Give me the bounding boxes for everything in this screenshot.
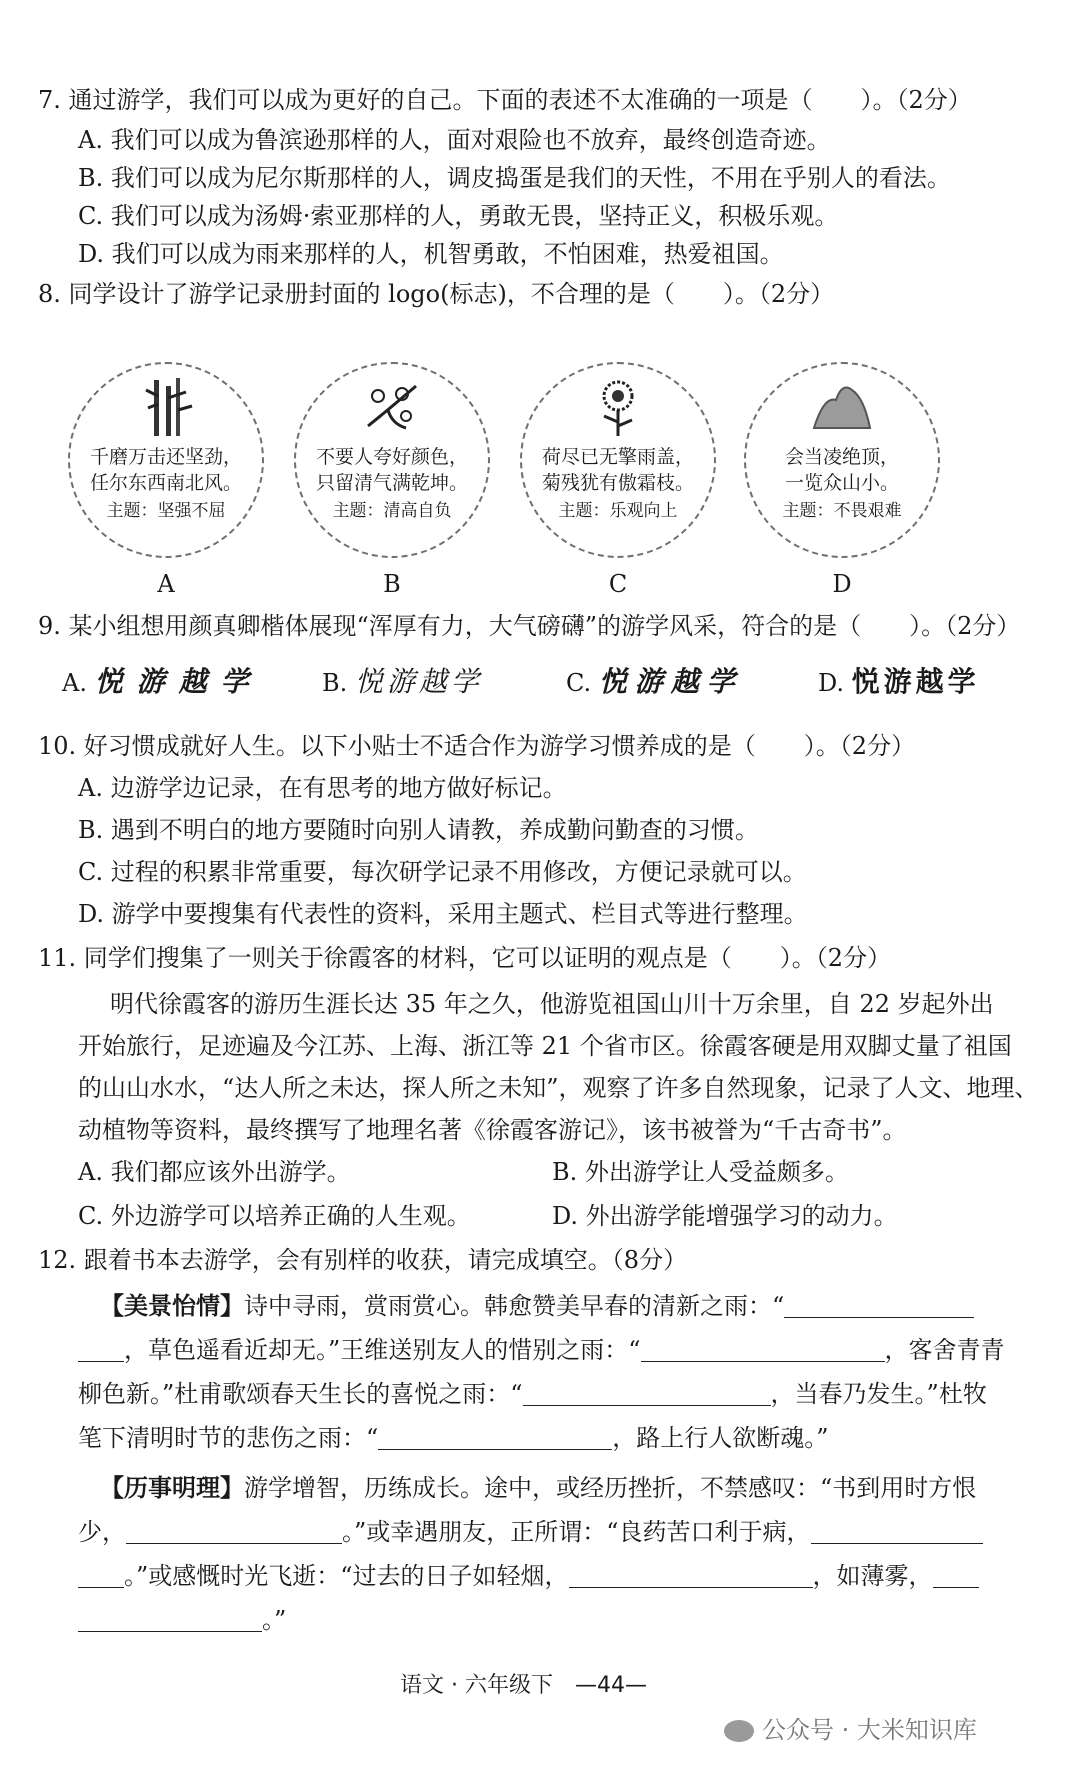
logo-b-line2: 只留清气满乾坤。	[315, 472, 468, 494]
q12-line-5	[100, 1472, 976, 1504]
q12-line-6-text: 。”或幸遇朋友，正所谓：“良药苦口利于病，	[342, 1518, 811, 1546]
logo-a-line1: 千磨万击还坚劲，	[89, 446, 242, 468]
watermark	[724, 1710, 977, 1745]
logo-c-theme: 主题：乐观向上	[558, 501, 678, 521]
q11-stem: 11. 同学们搜集了一则关于徐霞客的材料，它可以证明的观点是（ ）。（2分）	[38, 944, 892, 972]
q12-line-4	[78, 1422, 829, 1454]
blank-1[interactable]	[784, 1293, 974, 1318]
blank-7[interactable]	[569, 1563, 813, 1588]
logo-c-line2: 菊残犹有傲霜枝。	[541, 472, 694, 494]
q11-option-d: D. 外出游学能增强学习的动力。	[552, 1202, 898, 1230]
q9-option-b-calligraphy: 悦游越学	[354, 665, 483, 698]
q9-option-a-calligraphy: 悦游越学	[94, 665, 263, 698]
q12-line-2-tail: ，客舍青青	[884, 1336, 1005, 1364]
blank-6-cont[interactable]	[78, 1563, 124, 1588]
blank-1-cont[interactable]	[78, 1337, 124, 1362]
blank-8[interactable]	[933, 1563, 979, 1588]
logo-a	[68, 362, 264, 558]
q12-line-4-tail: ，路上行人欲断魂。”	[612, 1424, 829, 1452]
blank-6[interactable]	[811, 1519, 983, 1544]
blank-4[interactable]	[378, 1425, 612, 1450]
logo-b	[294, 362, 490, 558]
q12-line-6	[78, 1516, 983, 1548]
q12-line-1-text: 诗中寻雨，赏雨赏心。韩愈赞美早春的清新之雨：“	[244, 1292, 785, 1320]
logo-d-theme: 主题：不畏艰难	[782, 501, 902, 521]
q10-option-d: D. 游学中要搜集有代表性的资料，采用主题式、栏目式等进行整理。	[78, 900, 808, 928]
experience-tag: 【历事明理】	[100, 1473, 244, 1502]
q12-line-3	[78, 1378, 987, 1410]
q7-option-b: B. 我们可以成为尼尔斯那样的人，调皮捣蛋是我们的天性，不用在乎别人的看法。	[78, 164, 951, 192]
chrysanthemum-icon	[588, 376, 648, 438]
q12-line-3-text: 柳色新。”杜甫歌颂春天生长的喜悦之雨：“	[78, 1380, 523, 1408]
q12-line-4-text: 笔下清明时节的悲伤之雨：“	[78, 1424, 379, 1452]
blank-8-cont[interactable]	[78, 1607, 262, 1632]
q12-line-3-tail: ，当春乃发生。”杜牧	[770, 1380, 987, 1408]
blank-5[interactable]	[126, 1519, 342, 1544]
q9-option-d-calligraphy: 悦游越学	[851, 665, 980, 698]
watermark-text: 公众号 · 大米知识库	[762, 1716, 977, 1744]
q11-option-a: A. 我们都应该外出游学。	[78, 1158, 351, 1186]
logo-a-theme: 主题：坚强不屈	[106, 501, 226, 521]
logo-d-line2: 一览众山小。	[784, 472, 899, 494]
q12-line-2	[78, 1334, 1005, 1366]
q10-option-b: B. 遇到不明白的地方要随时向别人请教，养成勤问勤查的习惯。	[78, 816, 759, 844]
q7-option-a: A. 我们可以成为鲁滨逊那样的人，面对艰险也不放弃，最终创造奇迹。	[78, 126, 831, 154]
q11-passage-line-2: 开始旅行，足迹遍及今江苏、上海、浙江等 21 个省市区。徐霞客硬是用双脚丈量了祖国	[78, 1032, 1012, 1060]
q12-line-7-tail: ，如薄雾，	[812, 1562, 933, 1590]
q9-option-d-label: D.	[818, 669, 845, 697]
logo-a-line2: 任尔东西南北风。	[89, 472, 242, 494]
q12-line-1	[100, 1290, 974, 1322]
q7-option-d: D. 我们可以成为雨来那样的人，机智勇敢，不怕困难，热爱祖国。	[78, 240, 784, 268]
q11-option-b: B. 外出游学让人受益颇多。	[552, 1158, 849, 1186]
q11-passage-line-3: 的山山水水，“达人所之未达，探人所之未知”，观察了许多自然现象，记录了人文、地理、	[78, 1074, 1039, 1102]
q9-option-c-label: C.	[566, 669, 592, 697]
logo-b-line1: 不要人夸好颜色，	[315, 446, 468, 468]
q10-option-a: A. 边游学边记录，在有思考的地方做好标记。	[78, 774, 567, 802]
logo-a-letter: A	[157, 570, 175, 598]
q9-option-c	[566, 666, 743, 699]
q9-option-a-label: A.	[62, 669, 87, 697]
logo-b-theme: 主题：清高自负	[332, 501, 452, 521]
logo-c-letter: C	[608, 570, 628, 598]
q12-line-5-text: 游学增智，历练成长。途中，或经历挫折，不禁感叹：“书到用时方恨	[244, 1474, 977, 1502]
q7-option-c: C. 我们可以成为汤姆·索亚那样的人，勇敢无畏，坚持正义，积极乐观。	[78, 202, 839, 230]
scenery-tag: 【美景怡情】	[100, 1291, 244, 1320]
q9-option-b-label: B.	[322, 669, 348, 697]
q12-stem: 12. 跟着书本去游学，会有别样的收获，请完成填空。（8分）	[38, 1246, 688, 1274]
q11-passage-line-4: 动植物等资料，最终撰写了地理名著《徐霞客游记》，该书被誉为“千古奇书”。	[78, 1116, 907, 1144]
page-footer: 语文 · 六年级下 —44—	[400, 1673, 647, 1698]
q9-stem: 9. 某小组想用颜真卿楷体展现“浑厚有力，大气磅礴”的游学风采，符合的是（ ）。（2分）	[38, 612, 1021, 640]
mountain-icon	[812, 376, 872, 438]
q10-option-c: C. 过程的积累非常重要，每次研学记录不用修改，方便记录就可以。	[78, 858, 807, 886]
q12-line-8	[78, 1604, 286, 1636]
q12-line-7-text: 。”或感慨时光飞逝：“过去的日子如轻烟，	[124, 1562, 569, 1590]
q12-line-7	[78, 1560, 979, 1592]
logo-c	[520, 362, 716, 558]
q12-line-2-text: ，草色遥看近却无。”王维送别友人的惜别之雨：“	[124, 1336, 641, 1364]
q9-option-c-calligraphy: 悦游越学	[598, 665, 743, 698]
logo-d-line1: 会当凌绝顶，	[784, 446, 899, 468]
logo-b-letter: B	[383, 570, 401, 598]
logo-d-letter: D	[832, 570, 852, 598]
logo-d	[744, 362, 940, 558]
wechat-icon	[724, 1720, 754, 1742]
q10-stem: 10. 好习惯成就好人生。以下小贴士不适合作为游学习惯养成的是（ ）。（2分）	[38, 732, 916, 760]
q11-option-c: C. 外边游学可以培养正确的人生观。	[78, 1202, 471, 1230]
bamboo-icon	[136, 376, 196, 438]
q9-option-b	[322, 666, 483, 699]
q12-line-6-head: 少，	[78, 1518, 126, 1546]
q12-line-8-text: 。”	[262, 1606, 287, 1634]
q7-stem: 7. 通过游学，我们可以成为更好的自己。下面的表述不太准确的一项是（ ）。（2分）	[38, 86, 972, 114]
q11-passage-line-1: 明代徐霞客的游历生涯长达 35 年之久，他游览祖国山川十万余里，自 22 岁起外出	[110, 990, 994, 1018]
logo-c-line1: 荷尽已无擎雨盖，	[541, 446, 694, 468]
q8-stem: 8. 同学设计了游学记录册封面的 logo(标志)，不合理的是（ ）。（2分）	[38, 280, 835, 308]
q9-option-a	[62, 666, 263, 699]
plum-blossom-icon	[362, 376, 422, 438]
blank-2[interactable]	[641, 1337, 885, 1362]
blank-3[interactable]	[523, 1381, 771, 1406]
q9-option-d	[818, 666, 980, 699]
